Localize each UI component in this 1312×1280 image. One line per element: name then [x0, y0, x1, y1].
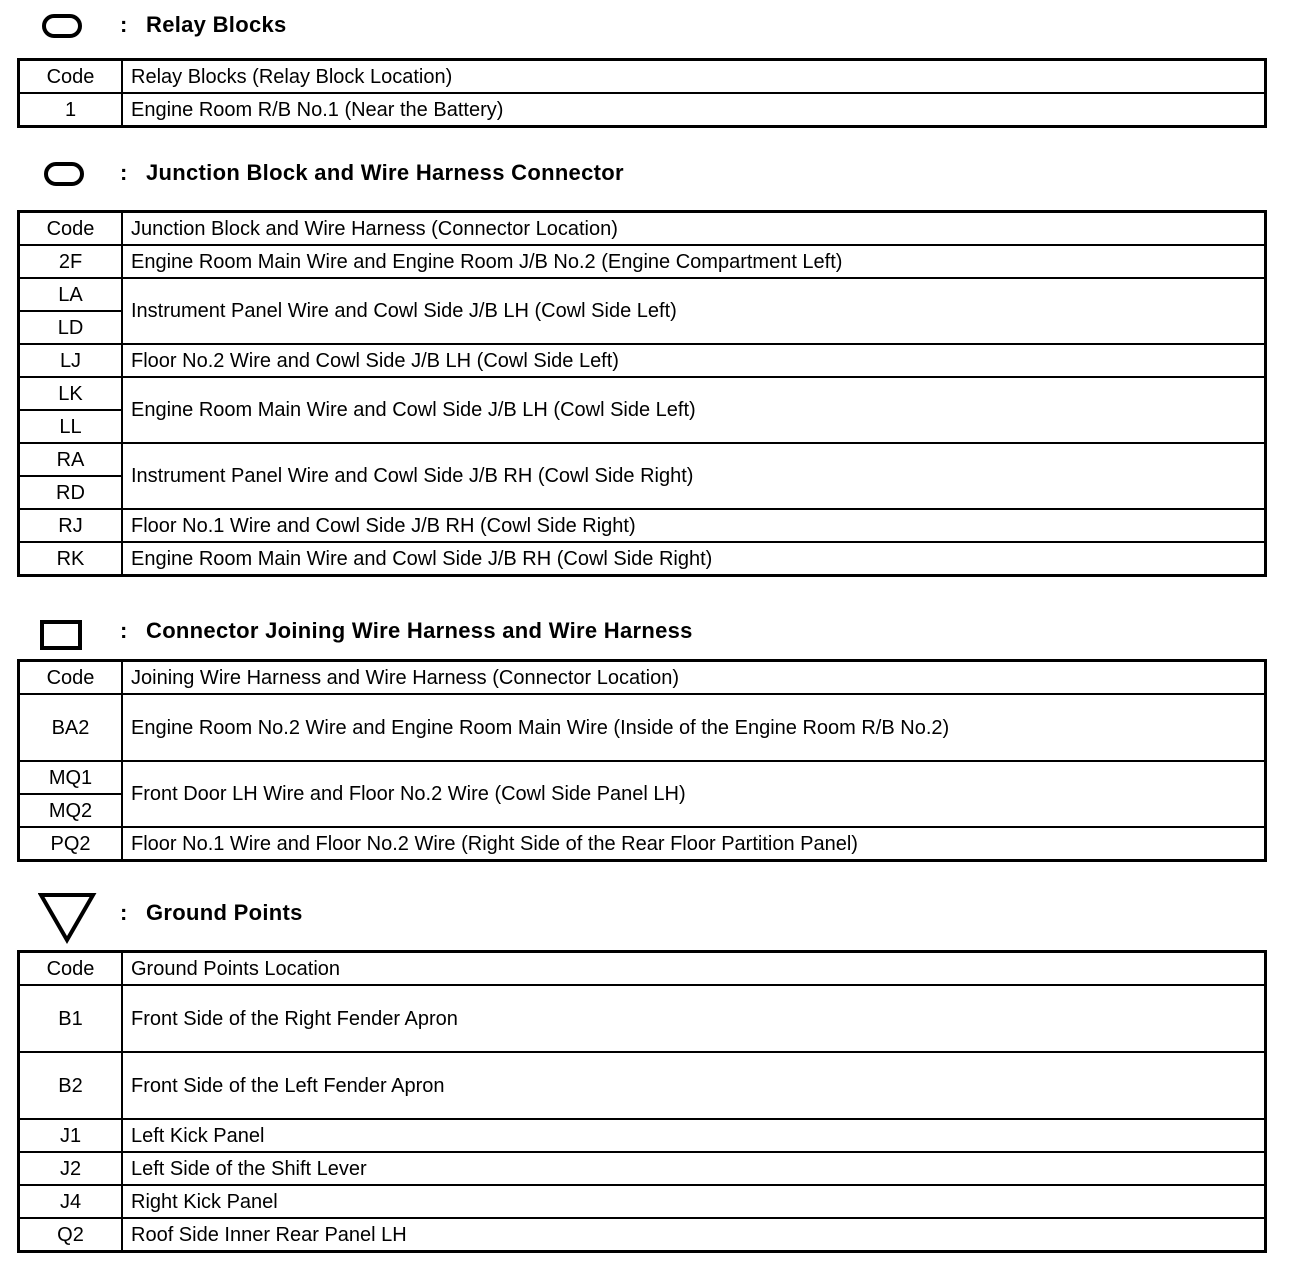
table-row — [19, 1185, 1266, 1218]
code-cell: 2F — [19, 245, 123, 278]
code-cell: J4 — [19, 1185, 123, 1218]
table-row — [19, 985, 1266, 1052]
table-header-row — [19, 60, 1266, 94]
table-header-row — [19, 212, 1266, 246]
code-cell: J2 — [19, 1152, 123, 1185]
code-header: Code — [19, 212, 123, 246]
heading-colon: : — [120, 160, 128, 185]
heading-colon: : — [120, 900, 128, 925]
section-title: Relay Blocks — [146, 12, 287, 37]
junction-block-oval-icon — [44, 162, 84, 186]
code-cell: MQ1 — [19, 761, 123, 794]
location-cell: Engine Room Main Wire and Engine Room J/B No.2 (Engine Compartment Left) — [122, 245, 1266, 278]
location-cell: Front Side of the Left Fender Apron — [122, 1052, 1266, 1119]
code-header: Code — [19, 661, 123, 695]
ground-points-table — [17, 950, 1267, 1253]
junction-blocks-table — [17, 210, 1267, 577]
code-cell: B2 — [19, 1052, 123, 1119]
ground-point-triangle-icon — [38, 892, 98, 944]
location-cell: Right Kick Panel — [122, 1185, 1266, 1218]
location-cell: Engine Room R/B No.1 (Near the Battery) — [122, 93, 1266, 127]
connectors-heading — [0, 606, 1312, 656]
location-header: Joining Wire Harness and Wire Harness (Connector Location) — [122, 661, 1266, 695]
location-cell: Instrument Panel Wire and Cowl Side J/B RH (Cowl Side Right) — [122, 443, 1266, 509]
connector-rectangle-icon — [40, 620, 82, 650]
code-cell: LL — [19, 410, 123, 443]
table-row — [19, 443, 1266, 476]
section-title: Connector Joining Wire Harness and Wire Harness — [146, 618, 693, 643]
table-row — [19, 377, 1266, 410]
code-cell: MQ2 — [19, 794, 123, 827]
location-cell: Engine Room Main Wire and Cowl Side J/B LH (Cowl Side Left) — [122, 377, 1266, 443]
code-cell: RK — [19, 542, 123, 576]
location-cell: Floor No.1 Wire and Floor No.2 Wire (Right Side of the Rear Floor Partition Panel) — [122, 827, 1266, 861]
location-cell: Engine Room Main Wire and Cowl Side J/B RH (Cowl Side Right) — [122, 542, 1266, 576]
code-header: Code — [19, 952, 123, 986]
table-row — [19, 1119, 1266, 1152]
table-row — [19, 542, 1266, 576]
connectors-table — [17, 659, 1267, 862]
junction-blocks-heading — [0, 148, 1312, 198]
location-cell: Instrument Panel Wire and Cowl Side J/B LH (Cowl Side Left) — [122, 278, 1266, 344]
code-cell: 1 — [19, 93, 123, 127]
table-row — [19, 1152, 1266, 1185]
relay-blocks-table — [17, 58, 1267, 128]
location-cell: Engine Room No.2 Wire and Engine Room Main Wire (Inside of the Engine Room R/B No.2) — [122, 694, 1266, 761]
location-cell: Left Kick Panel — [122, 1119, 1266, 1152]
table-row — [19, 761, 1266, 794]
table-header-row — [19, 661, 1266, 695]
location-cell: Roof Side Inner Rear Panel LH — [122, 1218, 1266, 1252]
location-cell: Left Side of the Shift Lever — [122, 1152, 1266, 1185]
location-header: Relay Blocks (Relay Block Location) — [122, 60, 1266, 94]
code-cell: BA2 — [19, 694, 123, 761]
heading-colon: : — [120, 618, 128, 643]
ground-points-heading — [0, 886, 1312, 946]
heading-colon: : — [120, 12, 128, 37]
code-cell: RD — [19, 476, 123, 509]
location-cell: Floor No.1 Wire and Cowl Side J/B RH (Cowl Side Right) — [122, 509, 1266, 542]
location-cell: Floor No.2 Wire and Cowl Side J/B LH (Cowl Side Left) — [122, 344, 1266, 377]
section-title: Ground Points — [146, 900, 303, 925]
table-row — [19, 1218, 1266, 1252]
location-header: Ground Points Location — [122, 952, 1266, 986]
location-cell: Front Side of the Right Fender Apron — [122, 985, 1266, 1052]
section-title: Junction Block and Wire Harness Connector — [146, 160, 624, 185]
relay-blocks-heading — [0, 0, 1312, 50]
table-row — [19, 344, 1266, 377]
code-cell: B1 — [19, 985, 123, 1052]
code-cell: J1 — [19, 1119, 123, 1152]
table-row — [19, 245, 1266, 278]
table-header-row — [19, 952, 1266, 986]
table-row — [19, 278, 1266, 311]
location-header: Junction Block and Wire Harness (Connector Location) — [122, 212, 1266, 246]
code-cell: RJ — [19, 509, 123, 542]
code-cell: Q2 — [19, 1218, 123, 1252]
table-row — [19, 509, 1266, 542]
code-cell: LD — [19, 311, 123, 344]
code-cell: LA — [19, 278, 123, 311]
code-cell: LK — [19, 377, 123, 410]
code-cell: PQ2 — [19, 827, 123, 861]
table-row — [19, 1052, 1266, 1119]
table-row — [19, 93, 1266, 127]
code-cell: RA — [19, 443, 123, 476]
code-cell: LJ — [19, 344, 123, 377]
code-header: Code — [19, 60, 123, 94]
relay-block-oval-icon — [42, 14, 82, 38]
location-cell: Front Door LH Wire and Floor No.2 Wire (Cowl Side Panel LH) — [122, 761, 1266, 827]
table-row — [19, 694, 1266, 761]
table-row — [19, 827, 1266, 861]
